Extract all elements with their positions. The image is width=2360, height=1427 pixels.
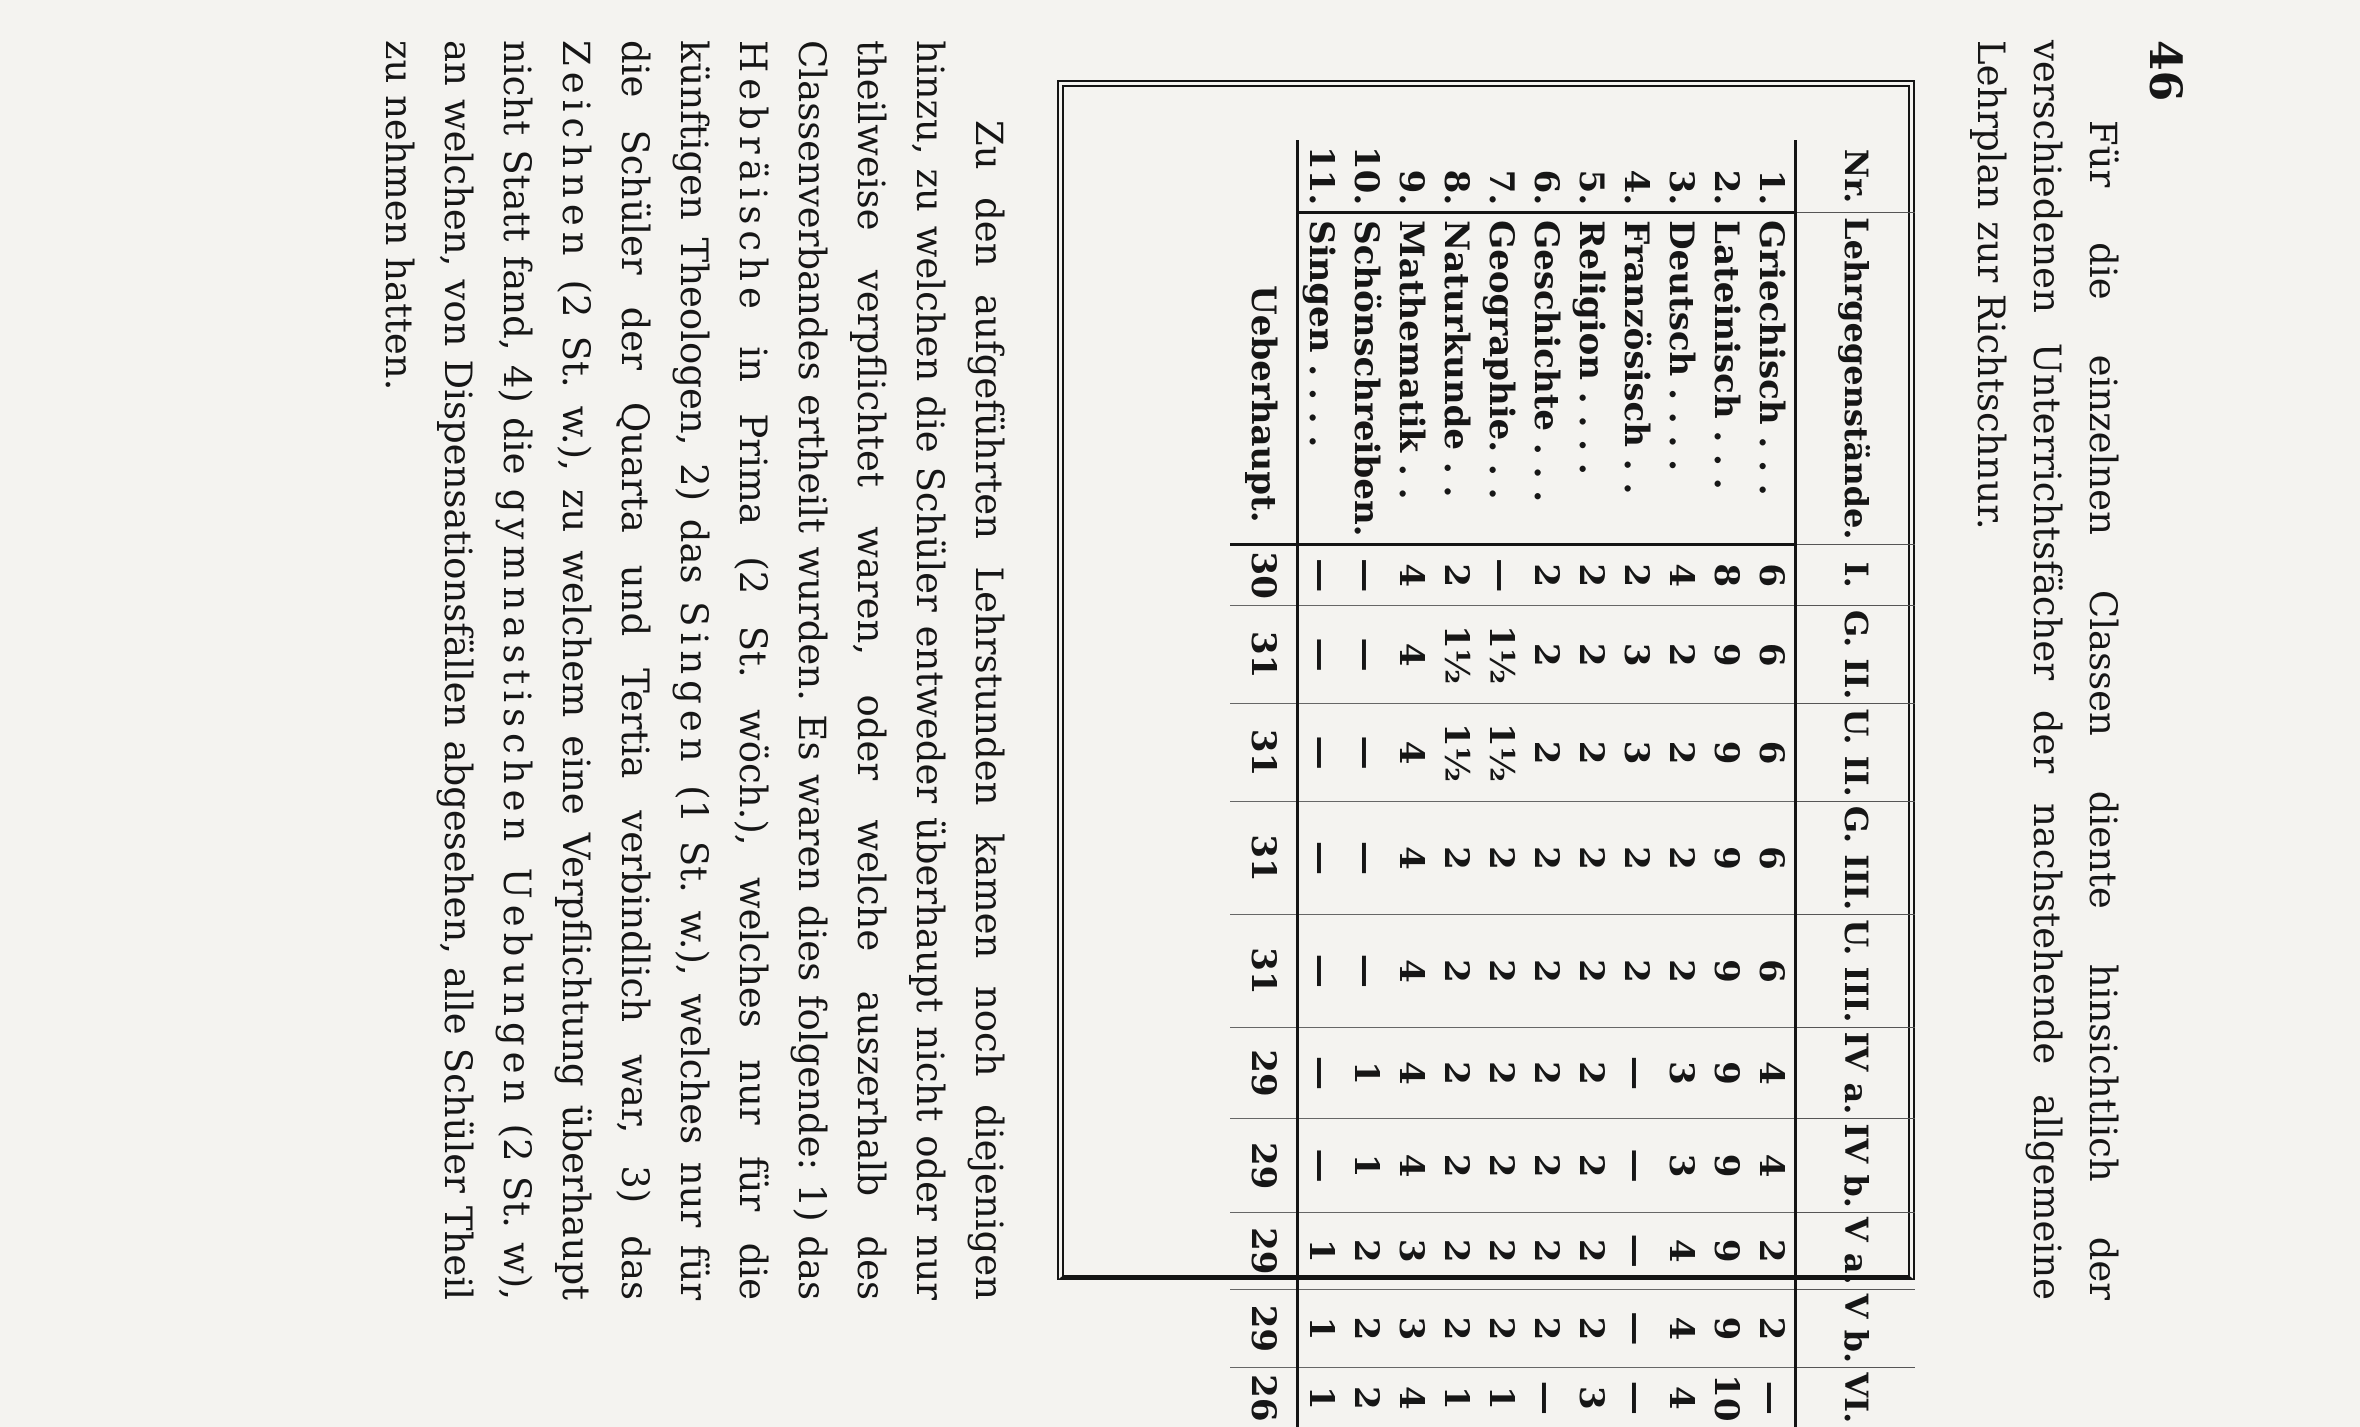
row-value: 9 <box>1704 605 1749 704</box>
header-class: G. III. <box>1796 801 1916 915</box>
row-subject: Französisch . . <box>1614 213 1659 544</box>
row-number: 11. <box>1298 140 1345 213</box>
table-row <box>1614 140 1659 1427</box>
header-class: U. II. <box>1796 704 1916 801</box>
page-number: 46 <box>2139 40 2190 102</box>
body-paragraph <box>369 40 1018 1300</box>
row-value: 9 <box>1704 1119 1749 1212</box>
row-value: 2 <box>1569 704 1614 801</box>
header-class: I. <box>1796 544 1916 605</box>
emphasis-singen: Singen <box>672 601 715 768</box>
row-value: 1 <box>1344 1119 1389 1212</box>
row-value: 4 <box>1389 1119 1434 1212</box>
row-value: 9 <box>1704 915 1749 1027</box>
row-value: 2 <box>1344 1289 1389 1367</box>
row-value: — <box>1298 605 1345 704</box>
row-value: — <box>1479 544 1524 605</box>
total-cell: 31 <box>1230 605 1298 704</box>
row-value: 2 <box>1614 544 1659 605</box>
row-value: 2 <box>1479 1027 1524 1119</box>
row-value: — <box>1614 1119 1659 1212</box>
header-class: V a. <box>1796 1212 1916 1289</box>
row-value: 2 <box>1614 801 1659 915</box>
row-value: 1 <box>1481 1385 1522 1410</box>
row-number: 9. <box>1389 140 1434 213</box>
row-value: 2 <box>1434 801 1479 915</box>
row-subject: Schönschreiben. <box>1344 213 1389 544</box>
row-value: — <box>1614 1212 1659 1289</box>
row-number: 8. <box>1434 140 1479 213</box>
row-value: 4 <box>1659 1289 1704 1367</box>
row-value: — <box>1344 605 1389 704</box>
row-value: — <box>1614 1289 1659 1367</box>
body-text-part: (2 St. w), an welchen, von Dispensationsfällen abgesehen, alle Schüler Theil zu nehmen hatten. <box>377 40 538 1300</box>
row-value: 2 <box>1479 1289 1524 1367</box>
row-number: 7. <box>1479 140 1524 213</box>
row-subject: Naturkunde . . <box>1434 213 1479 544</box>
row-value: 3 <box>1614 605 1659 704</box>
table-header-row <box>1796 140 1916 1427</box>
table-row <box>1479 140 1524 1427</box>
row-value: — <box>1298 704 1345 801</box>
total-cell: 31 <box>1230 801 1298 915</box>
row-value: 2 <box>1569 1212 1614 1289</box>
row-value: 2 <box>1524 915 1569 1027</box>
table-row <box>1704 140 1749 1427</box>
row-value: 4 <box>1661 1385 1702 1410</box>
row-value: 2 <box>1749 1289 1796 1367</box>
body-text-part: Zu den aufgeführten Lehrstunden kamen noch diejenigen hinzu, zu welchen die Schüler entweder überhaupt nicht oder nur theilweise verpflichtet waren, oder welche auszerhalb des Classenverbandes ertheilt wurden. Es waren dies folgende: 1) das <box>790 40 1010 1300</box>
row-value: 1½ <box>1479 704 1524 801</box>
row-value: — <box>1616 1380 1657 1415</box>
row-value: 1 <box>1344 1027 1389 1119</box>
table-row <box>1659 140 1704 1427</box>
header-class: U. III. <box>1796 915 1916 1027</box>
row-subject: Religion . . . . <box>1569 213 1614 544</box>
row-value: 2 <box>1524 801 1569 915</box>
row-value: — <box>1298 544 1345 605</box>
row-value: 9 <box>1704 704 1749 801</box>
row-value: 2 <box>1749 1212 1796 1289</box>
row-value: 2 <box>1479 1212 1524 1289</box>
total-cell: 29 <box>1230 1212 1298 1289</box>
table-row <box>1524 140 1569 1427</box>
row-value: 4 <box>1389 605 1434 704</box>
row-value: 4 <box>1389 544 1434 605</box>
row-value: 2 <box>1569 801 1614 915</box>
row-value: 10 <box>1706 1374 1747 1422</box>
row-value: 2 <box>1569 1289 1614 1367</box>
total-cell: 29 <box>1230 1289 1298 1367</box>
table-row <box>1434 140 1479 1427</box>
row-value: — <box>1614 1027 1659 1119</box>
table-row <box>1569 140 1614 1427</box>
body-text-part: (1 St. w.), welches nur für die Schüler der Quarta und Tertia verbindlich war, 3) das <box>613 40 715 1301</box>
row-value: — <box>1298 1119 1345 1212</box>
row-value: 2 <box>1659 704 1704 801</box>
table-row <box>1389 140 1434 1427</box>
row-value: 2 <box>1524 704 1569 801</box>
row-value: 3 <box>1389 1212 1434 1289</box>
row-subject: Singen . . . . <box>1298 213 1345 544</box>
row-value: 2 <box>1524 1119 1569 1212</box>
row-number: 10. <box>1344 140 1389 213</box>
row-value: 2 <box>1344 1212 1389 1289</box>
row-value: 3 <box>1659 1027 1704 1119</box>
row-value: 9 <box>1704 1212 1749 1289</box>
row-value: — <box>1751 1380 1792 1415</box>
row-subject: Geschichte . . . <box>1524 213 1569 544</box>
row-value: — <box>1344 915 1389 1027</box>
row-number: 6. <box>1524 140 1569 213</box>
row-value: 4 <box>1749 1027 1796 1119</box>
row-value: 2 <box>1524 544 1569 605</box>
row-value: 1½ <box>1434 704 1479 801</box>
row-value: 2 <box>1524 1212 1569 1289</box>
intro-paragraph <box>1962 40 2130 1300</box>
row-value: 4 <box>1749 1119 1796 1212</box>
total-cell: 31 <box>1230 915 1298 1027</box>
row-value: 4 <box>1659 544 1704 605</box>
row-subject: Griechisch . . . <box>1749 213 1796 544</box>
row-value: 2 <box>1524 1289 1569 1367</box>
body-text-part: in Prima (2 St. wöch.), welches nur für die künftigen Theologen, 2) das <box>672 40 774 1300</box>
row-subject: Deutsch . . . . <box>1659 213 1704 544</box>
row-value: 2 <box>1569 1027 1614 1119</box>
intro-text: Für die einzelnen Classen diente hinsichtlich der verschiedenen Unterrichtsfächer der nachstehende allgemeine Lehrplan zur Richtschnur. <box>1969 40 2124 1300</box>
row-value: 9 <box>1704 801 1749 915</box>
emphasis-gymnastik: gymnastischen Uebungen <box>495 488 538 1110</box>
row-value: 2 <box>1346 1385 1387 1410</box>
row-value: 2 <box>1569 915 1614 1027</box>
row-value: 2 <box>1434 1212 1479 1289</box>
header-class: VI. <box>1796 1368 1916 1427</box>
row-value: — <box>1344 544 1389 605</box>
row-number: 1. <box>1749 140 1796 213</box>
header-nr: Nr. <box>1796 140 1916 213</box>
row-value: 3 <box>1614 704 1659 801</box>
row-value: 4 <box>1391 1385 1432 1410</box>
header-subject: Lehrgegenstände. <box>1796 213 1916 544</box>
row-number: 5. <box>1569 140 1614 213</box>
table-row <box>1344 140 1389 1427</box>
row-value: 2 <box>1569 1119 1614 1212</box>
row-value: 2 <box>1659 801 1704 915</box>
row-value: 8 <box>1704 544 1749 605</box>
row-value: 6 <box>1749 544 1796 605</box>
row-subject: Lateinisch . . . <box>1704 213 1749 544</box>
body-text-part: (2 St. w.), zu welchem eine Verpflichtung überhaupt nicht Statt fand, 4) die <box>495 40 597 1300</box>
rotated-page <box>60 40 2200 1424</box>
header-class: G. II. <box>1796 605 1916 704</box>
row-value: 4 <box>1659 1212 1704 1289</box>
row-number: 3. <box>1659 140 1704 213</box>
row-value: 6 <box>1749 704 1796 801</box>
row-value: 1 <box>1436 1385 1477 1410</box>
row-value: 2 <box>1434 1027 1479 1119</box>
row-number: 2. <box>1704 140 1749 213</box>
row-value: — <box>1298 1027 1345 1119</box>
row-value: 2 <box>1479 801 1524 915</box>
header-class: IV b. <box>1796 1119 1916 1212</box>
row-value: 9 <box>1704 1289 1749 1367</box>
row-value: 2 <box>1434 1119 1479 1212</box>
row-value: 4 <box>1389 704 1434 801</box>
row-value: 1 <box>1298 1212 1345 1289</box>
row-value: 6 <box>1749 605 1796 704</box>
row-value: — <box>1298 801 1345 915</box>
row-subject: Geographie. . . <box>1479 213 1524 544</box>
total-row <box>1230 140 1298 1427</box>
total-cell: 26 <box>1230 1368 1298 1427</box>
table-row <box>1298 140 1345 1427</box>
header-class: IV a. <box>1796 1027 1916 1119</box>
row-value: 2 <box>1434 915 1479 1027</box>
row-value: 1½ <box>1434 605 1479 704</box>
row-value: 6 <box>1749 915 1796 1027</box>
row-value: 2 <box>1569 605 1614 704</box>
total-cell: 29 <box>1230 1119 1298 1212</box>
row-value: 2 <box>1434 544 1479 605</box>
total-cell: 30 <box>1230 544 1298 605</box>
total-cell: 29 <box>1230 1027 1298 1119</box>
row-value: — <box>1344 801 1389 915</box>
row-value: 9 <box>1704 1027 1749 1119</box>
row-value: 2 <box>1614 915 1659 1027</box>
total-label: Ueberhaupt. <box>1230 213 1298 544</box>
curriculum-table <box>1230 140 1915 1427</box>
row-value: 3 <box>1389 1289 1434 1367</box>
row-value: — <box>1526 1380 1567 1415</box>
row-number: 4. <box>1614 140 1659 213</box>
row-value: — <box>1298 915 1345 1027</box>
header-class: V b. <box>1796 1289 1916 1367</box>
row-value: 3 <box>1571 1385 1612 1410</box>
row-value: 6 <box>1749 801 1796 915</box>
emphasis-hebraeisch: Hebräische <box>731 40 774 315</box>
row-value: 3 <box>1659 1119 1704 1212</box>
row-value: 2 <box>1659 605 1704 704</box>
row-value: 1 <box>1298 1289 1345 1367</box>
row-value: 1½ <box>1479 605 1524 704</box>
row-value: 2 <box>1524 1027 1569 1119</box>
row-value: 2 <box>1434 1289 1479 1367</box>
row-value: 2 <box>1659 915 1704 1027</box>
row-value: 2 <box>1524 605 1569 704</box>
row-value: — <box>1344 704 1389 801</box>
row-value: 4 <box>1389 801 1434 915</box>
row-value: 1 <box>1301 1385 1342 1410</box>
table-row <box>1749 140 1796 1427</box>
row-value: 4 <box>1389 915 1434 1027</box>
row-value: 2 <box>1479 1119 1524 1212</box>
emphasis-zeichnen: Zeichnen <box>554 40 597 262</box>
row-value: 4 <box>1389 1027 1434 1119</box>
table-body <box>1298 140 1796 1427</box>
row-value: 2 <box>1569 544 1614 605</box>
total-cell: 31 <box>1230 704 1298 801</box>
row-value: 2 <box>1479 915 1524 1027</box>
row-subject: Mathematik . . <box>1389 213 1434 544</box>
